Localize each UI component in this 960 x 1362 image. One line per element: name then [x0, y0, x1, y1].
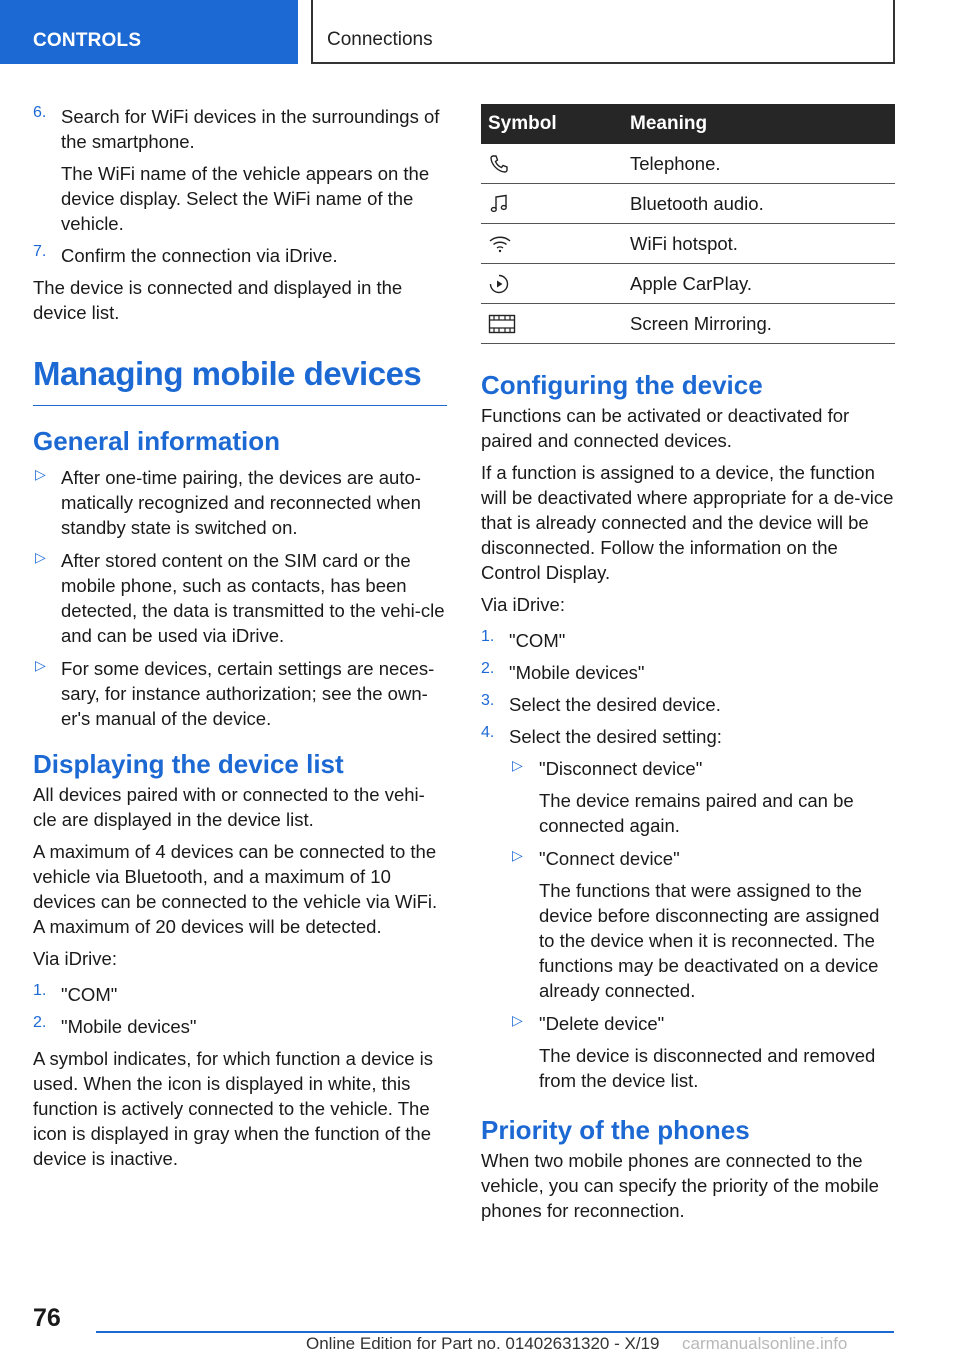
- heading-configuring-device: Configuring the device: [481, 370, 763, 400]
- priority-paragraph: When two mobile phones are connected to the vehicle, you can specify the priority of the mobile phones for reconnection.: [481, 1150, 879, 1221]
- bullet-text: After one-time pairing, the devices are auto-matically recognized and reconnected when standby state is switched on.: [61, 467, 421, 538]
- step-number: 1.: [481, 628, 495, 645]
- step-number: 2.: [481, 660, 495, 677]
- step-text: Search for WiFi devices in the surroundings of the smartphone.: [61, 106, 440, 152]
- meaning-cell: WiFi hotspot.: [626, 224, 895, 264]
- bullet-item: [33, 465, 447, 540]
- step-1: [33, 982, 447, 1007]
- step-text: "COM": [509, 630, 566, 651]
- setting-delete-device: [481, 1011, 895, 1093]
- watermark: carmanualsonline.info: [682, 1334, 848, 1353]
- step-7: [33, 243, 447, 268]
- left-column: [33, 104, 447, 1178]
- step-1: [481, 628, 895, 653]
- symbol-cell: [481, 264, 626, 304]
- bullet-item: [33, 656, 447, 731]
- step-number: 2.: [33, 1014, 47, 1031]
- telephone-icon: [488, 153, 510, 175]
- step-2: [481, 660, 895, 685]
- column-header-meaning: Meaning: [626, 104, 895, 144]
- symbol-cell: [481, 184, 626, 224]
- step-6: [33, 104, 447, 236]
- step-text: "Mobile devices": [61, 1016, 197, 1037]
- symbol-paragraph: A symbol indicates, for which function a device is used. When the icon is displayed in white, this function is actively connected to the vehicle. The icon is displayed in gray when the function of the device is inactive.: [33, 1048, 433, 1169]
- carplay-play-icon: [488, 273, 510, 295]
- step-number: 4.: [481, 724, 495, 741]
- page-number: 76: [33, 1304, 61, 1332]
- step-number: 6.: [33, 104, 47, 121]
- triangle-bullet-icon: ▷: [35, 657, 46, 673]
- table-row: [481, 184, 895, 224]
- table-row: [481, 224, 895, 264]
- triangle-bullet-icon: ▷: [35, 466, 46, 482]
- triangle-bullet-icon: ▷: [512, 1012, 523, 1028]
- meaning-cell: Telephone.: [626, 144, 895, 184]
- right-column: [481, 104, 895, 1230]
- symbol-cell: [481, 224, 626, 264]
- heading-general-information: General information: [33, 426, 281, 456]
- wifi-icon: [488, 233, 512, 255]
- step-3: [481, 692, 895, 717]
- meaning-cell: Bluetooth audio.: [626, 184, 895, 224]
- config-paragraph-2: If a function is assigned to a device, the function will be deactivated where appropriate for a de-vice that is already connected and the device will be disconnected. Follow the information on the Control Display.: [481, 462, 894, 583]
- step-text: Confirm the connection via iDrive.: [61, 245, 338, 266]
- bullet-item: [33, 548, 447, 648]
- column-header-symbol: Symbol: [481, 104, 626, 144]
- table-row: [481, 144, 895, 184]
- step-number: 7.: [33, 243, 47, 260]
- symbol-table: [481, 104, 895, 344]
- symbol-cell: [481, 144, 626, 184]
- step-number: 1.: [33, 982, 47, 999]
- symbol-cell: [481, 304, 626, 344]
- via-idrive-label: Via iDrive:: [481, 594, 565, 615]
- setting-label: "Disconnect device": [539, 758, 703, 779]
- step-text: "Mobile devices": [509, 662, 645, 683]
- footer-edition: Online Edition for Part no. 01402631320 - X/19: [306, 1334, 660, 1353]
- table-header-row: [481, 104, 895, 144]
- setting-connect-device: [481, 846, 895, 1003]
- bullet-text: After stored content on the SIM card or the mobile phone, such as contacts, has been detected, the data is transmitted to the vehi-cle and can be used via iDrive.: [61, 550, 445, 646]
- setting-label: "Connect device": [539, 848, 680, 869]
- step-4: [481, 724, 895, 749]
- heading-displaying-device-list: Displaying the device list: [33, 749, 344, 779]
- setting-description: The device remains paired and can be connected again.: [539, 790, 854, 836]
- step-text: The WiFi name of the vehicle appears on the device display. Select the WiFi name of the vehicle.: [61, 163, 430, 234]
- table-row: [481, 264, 895, 304]
- setting-description: The device is disconnected and removed from the device list.: [539, 1045, 876, 1091]
- setting-disconnect-device: [481, 756, 895, 838]
- step-text: Select the desired device.: [509, 694, 721, 715]
- meaning-cell: Screen Mirroring.: [626, 304, 895, 344]
- triangle-bullet-icon: ▷: [512, 757, 523, 773]
- step-2: [33, 1014, 447, 1039]
- heading-managing-mobile-devices: Managing mobile devices: [33, 355, 447, 406]
- step-number: 3.: [481, 692, 495, 709]
- heading-priority-phones: Priority of the phones: [481, 1115, 750, 1145]
- chapter-title: Connections: [311, 0, 895, 64]
- connected-note: The device is connected and displayed in the device list.: [33, 277, 403, 323]
- bullet-text: For some devices, certain settings are neces-sary, for instance authorization; see the own-er's manual of the device.: [61, 658, 435, 729]
- footer-divider: [96, 1331, 894, 1333]
- device-list-paragraph: All devices paired with or connected to the vehi-cle are displayed in the device list.: [33, 784, 425, 830]
- section-tab-controls: CONTROLS: [0, 0, 298, 64]
- music-note-icon: [488, 193, 510, 215]
- setting-label: "Delete device": [539, 1013, 665, 1034]
- config-paragraph-1: Functions can be activated or deactivated for paired and connected devices.: [481, 405, 850, 451]
- table-row: [481, 304, 895, 344]
- meaning-cell: Apple CarPlay.: [626, 264, 895, 304]
- triangle-bullet-icon: ▷: [512, 847, 523, 863]
- step-text: "COM": [61, 984, 118, 1005]
- triangle-bullet-icon: ▷: [35, 549, 46, 565]
- via-idrive-label: Via iDrive:: [33, 948, 117, 969]
- step-text: Select the desired setting:: [509, 726, 722, 747]
- device-limits-paragraph: A maximum of 4 devices can be connected to the vehicle via Bluetooth, and a maximum of 10 devices can be connected to the vehicle via WiFi. A maximum of 20 devices will be detected.: [33, 841, 438, 937]
- screen-mirroring-icon: [488, 313, 516, 335]
- setting-description: The functions that were assigned to the device before disconnecting are assigned to the device when it is reconnected. The functions may be deactivated on a device already connected.: [539, 880, 880, 1001]
